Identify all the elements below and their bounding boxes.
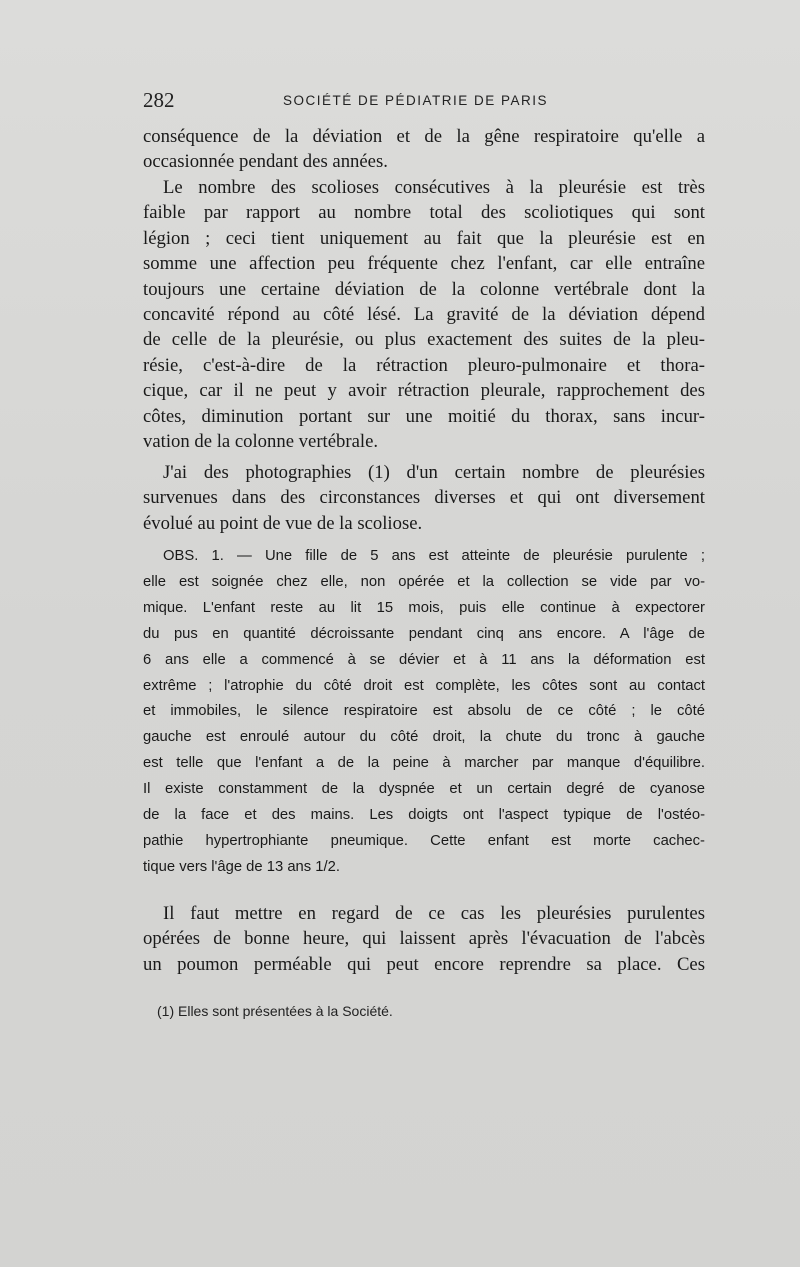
text-line: résie, c'est-à-dire de la rétraction pleuro-pulmonaire et thora- (143, 354, 705, 376)
text-line: de celle de la pleurésie, ou plus exactement des suites de la pleu- (143, 329, 705, 351)
text-line: elle est soignée chez elle, non opérée et la collection se vide par vo- (143, 573, 705, 590)
text-line: cique, car il ne peut y avoir rétraction pleurale, rapprochement des (143, 380, 705, 402)
page-number: 282 (143, 88, 175, 112)
text-line: Il faut mettre en regard de ce cas les pleurésies purulentes (163, 903, 705, 924)
text-line: de la face et des mains. Les doigts ont l'aspect typique de l'ostéo- (143, 807, 705, 824)
text-line: occasionnée pendant des années. (143, 151, 388, 173)
paragraph-photographs (143, 460, 705, 536)
text-line: et immobiles, le silence respiratoire est absolu de ce côté ; le côté (143, 703, 705, 720)
text-line: tique vers l'âge de 13 ans 1/2. (143, 858, 340, 875)
text-line: pathie hypertrophiante pneumique. Cette enfant est morte cachec- (143, 832, 705, 849)
text-line: côtes, diminution portant sur une moitié du thorax, sans incur- (143, 405, 705, 427)
paragraph-purulent (143, 901, 705, 977)
text-line: opérées de bonne heure, qui laissent après l'évacuation de l'abcès (143, 928, 705, 950)
text-line: OBS. 1. — Une fille de 5 ans est atteinte de pleurésie purulente ; (163, 548, 705, 564)
text-line: J'ai des photographies (1) d'un certain nombre de pleurésies (163, 462, 705, 483)
paragraph-continuation (143, 124, 705, 175)
text-line: légion ; ceci tient uniquement au fait que la pleurésie est en (143, 227, 705, 249)
text-line: somme une affection peu fréquente chez l'enfant, car elle entraîne (143, 253, 705, 275)
text-line: conséquence de la déviation et de la gêne respiratoire qu'elle a (143, 126, 705, 147)
text-line: mique. L'enfant reste au lit 15 mois, puis elle continue à expectorer (143, 599, 705, 616)
page-header (143, 88, 705, 114)
text-line: un poumon perméable qui peut encore reprendre sa place. Ces (143, 953, 705, 975)
text-line: Il existe constamment de la dyspnée et un certain degré de cyanose (143, 781, 705, 798)
text-line: toujours une certaine déviation de la colonne vertébrale dont la (143, 278, 705, 300)
text-line: survenues dans des circonstances diverses et qui ont diversement (143, 487, 705, 509)
text-line: 6 ans elle a commencé à se dévier et à 11 ans la déformation est (143, 651, 705, 668)
text-line: est telle que l'enfant a de la peine à marcher par manque d'équilibre. (143, 755, 705, 772)
text-line: Le nombre des scolioses consécutives à la pleurésie est très (163, 177, 705, 198)
running-title: SOCIÉTÉ DE PÉDIATRIE DE PARIS (283, 93, 549, 108)
text-line: extrême ; l'atrophie du côté droit est complète, les côtes sont au contact (143, 677, 705, 694)
text-line: vation de la colonne vertébrale. (143, 431, 379, 453)
paragraph-scoliosis (143, 175, 705, 454)
text-line: concavité répond au côté lésé. La gravité de la déviation dépend (143, 304, 705, 326)
footnote: (1) Elles sont présentées à la Société. (157, 1003, 393, 1019)
observation-1 (143, 544, 705, 881)
text-line: gauche est enroulé autour du côté droit, la chute du tronc à gauche (143, 729, 705, 746)
text-line: faible par rapport au nombre total des scoliotiques qui sont (143, 202, 705, 224)
text-line: évolué au point de vue de la scoliose. (143, 512, 423, 534)
text-line: du pus en quantité décroissante pendant cinq ans encore. A l'âge de (143, 625, 705, 642)
